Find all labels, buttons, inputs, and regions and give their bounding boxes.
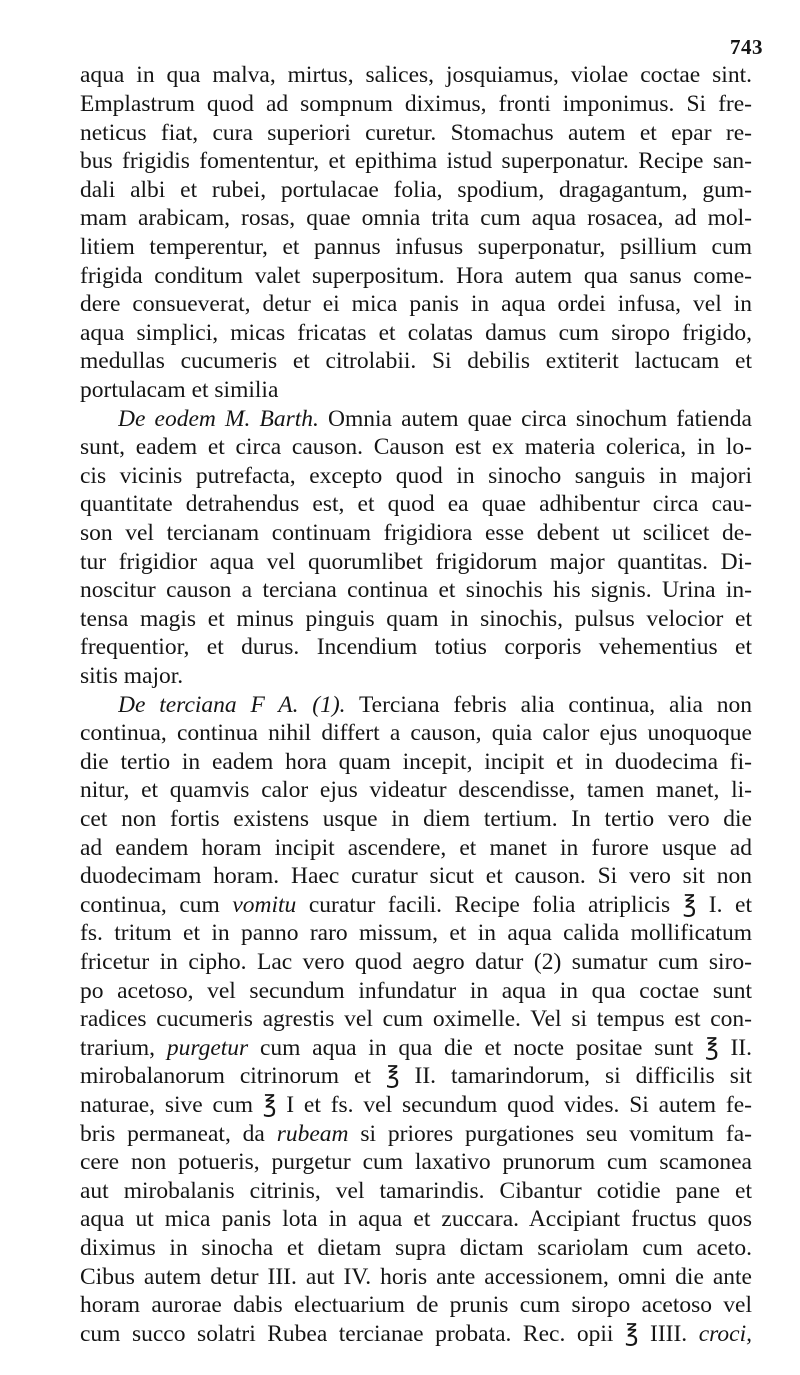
text-line: bris permaneat, da rubeam si priores purgationes seu vomitum fa- [80, 1121, 752, 1147]
text-line: die tertio in eadem hora quam incepit, incipit et in duodecima fi- [80, 749, 752, 775]
text-line: frigida conditum valet superpositum. Hora autem qua sanus come- [80, 263, 752, 289]
text-line: trarium, purgetur cum aqua in qua die et nocte positae sunt ℥ II. [80, 1035, 752, 1061]
text-line: po acetoso, vel secundum infundatur in aqua in qua coctae sunt [80, 978, 752, 1004]
text-line: frequentior, et durus. Incendium totius corporis vehementius et [80, 634, 752, 660]
text-line: Cibus autem detur III. aut IV. horis ante accessionem, omni die ante [80, 1264, 752, 1290]
text-line: mam arabicam, rosas, quae omnia trita cum aqua rosacea, ad mol- [80, 205, 752, 231]
text-line: Emplastrum quod ad sompnum diximus, fronti imponimus. Si fre- [80, 91, 752, 117]
text-line: aut mirobalanis citrinis, vel tamarindis. Cibantur cotidie pane et [80, 1178, 752, 1204]
text-line: bus frigidis fomententur, et epithima istud superponatur. Recipe san- [80, 148, 752, 174]
page-number: 743 [730, 35, 763, 59]
section-heading-line: De eodem M. Barth. Omnia autem quae circa sinochum fatienda [118, 406, 752, 432]
section-heading: De terciana F A. (1). [118, 692, 346, 718]
text-line: ad eandem horam incipit ascendere, et manet in furore usque ad [80, 835, 752, 861]
text-line: continua, cum vomitu curatur facili. Recipe folia atriplicis ℥ I. et [80, 892, 752, 918]
text-line: fricetur in cipho. Lac vero quod aegro datur (2) sumatur cum siro- [80, 949, 752, 975]
text-line: dali albi et rubei, portulacae folia, spodium, dragagantum, gum- [80, 177, 752, 203]
text-line: cet non fortis existens usque in diem tertium. In tertio vero die [80, 806, 752, 832]
text-line: tur frigidior aqua vel quorumlibet frigidorum major quantitas. Di- [80, 549, 752, 575]
text-line: cere non potueris, purgetur cum laxativo prunorum cum scamonea [80, 1149, 752, 1175]
text-line: aqua ut mica panis lota in aqua et zuccara. Accipiant fructus quos [80, 1206, 752, 1232]
text-line: cum succo solatri Rubea tercianae probata. Rec. opii ℥ IIII. croci, [80, 1321, 752, 1347]
text-line: diximus in sinocha et dietam supra dictam scariolam cum aceto. [80, 1235, 752, 1261]
text-line: quantitate detrahendus est, et quod ea quae adhibentur circa cau- [80, 491, 752, 517]
text-line: noscitur causon a terciana continua et sinochis his signis. Urina in- [80, 577, 752, 603]
section-heading-line: De terciana F A. (1). Terciana febris alia continua, alia non [118, 692, 752, 718]
text-line: litiem temperentur, et pannus infusus superponatur, psillium cum [80, 234, 752, 260]
text-line: sunt, eadem et circa causon. Causon est ex materia colerica, in lo- [80, 434, 752, 460]
text-line: fs. tritum et in panno raro missum, et in aqua calida mollificatum [80, 920, 752, 946]
text-line: radices cucumeris agrestis vel cum oximelle. Vel si tempus est con- [80, 1006, 752, 1032]
text-line: neticus fiat, cura superiori curetur. Stomachus autem et epar re- [80, 120, 752, 146]
text-line: sitis major. [80, 663, 184, 689]
text-line: aqua simplici, micas fricatas et colatas damus cum siropo frigido, [80, 320, 752, 346]
text-line: naturae, sive cum ℥ I et fs. vel secundum quod vides. Si autem fe- [80, 1092, 752, 1118]
text-line: duodecimam horam. Haec curatur sicut et causon. Si vero sit non [80, 863, 752, 889]
text-line: continua, continua nihil differt a causon, quia calor ejus unoquoque [80, 720, 752, 746]
text-line: cis vicinis putrefacta, excepto quod in sinocho sanguis in majori [80, 463, 752, 489]
text-line: horam aurorae dabis electuarium de prunis cum siropo acetoso vel [80, 1292, 752, 1318]
text-line: medullas cucumeris et citrolabii. Si debilis extiterit lactucam et [80, 348, 752, 374]
text-line: portulacam et similia [80, 377, 279, 403]
text-line: dere consueverat, detur ei mica panis in aqua ordei infusa, vel in [80, 291, 752, 317]
text-line: tensa magis et minus pinguis quam in sinochis, pulsus velocior et [80, 606, 752, 632]
text-line: son vel tercianam continuam frigidiora esse debent ut scilicet de- [80, 520, 752, 546]
text-line: aqua in qua malva, mirtus, salices, josquiamus, violae coctae sint. [80, 62, 752, 88]
text-line: mirobalanorum citrinorum et ℥ II. tamarindorum, si difficilis sit [80, 1063, 752, 1089]
section-heading: De eodem M. Barth. [118, 406, 319, 432]
text-line: nitur, et quamvis calor ejus videatur descendisse, tamen manet, li- [80, 777, 752, 803]
